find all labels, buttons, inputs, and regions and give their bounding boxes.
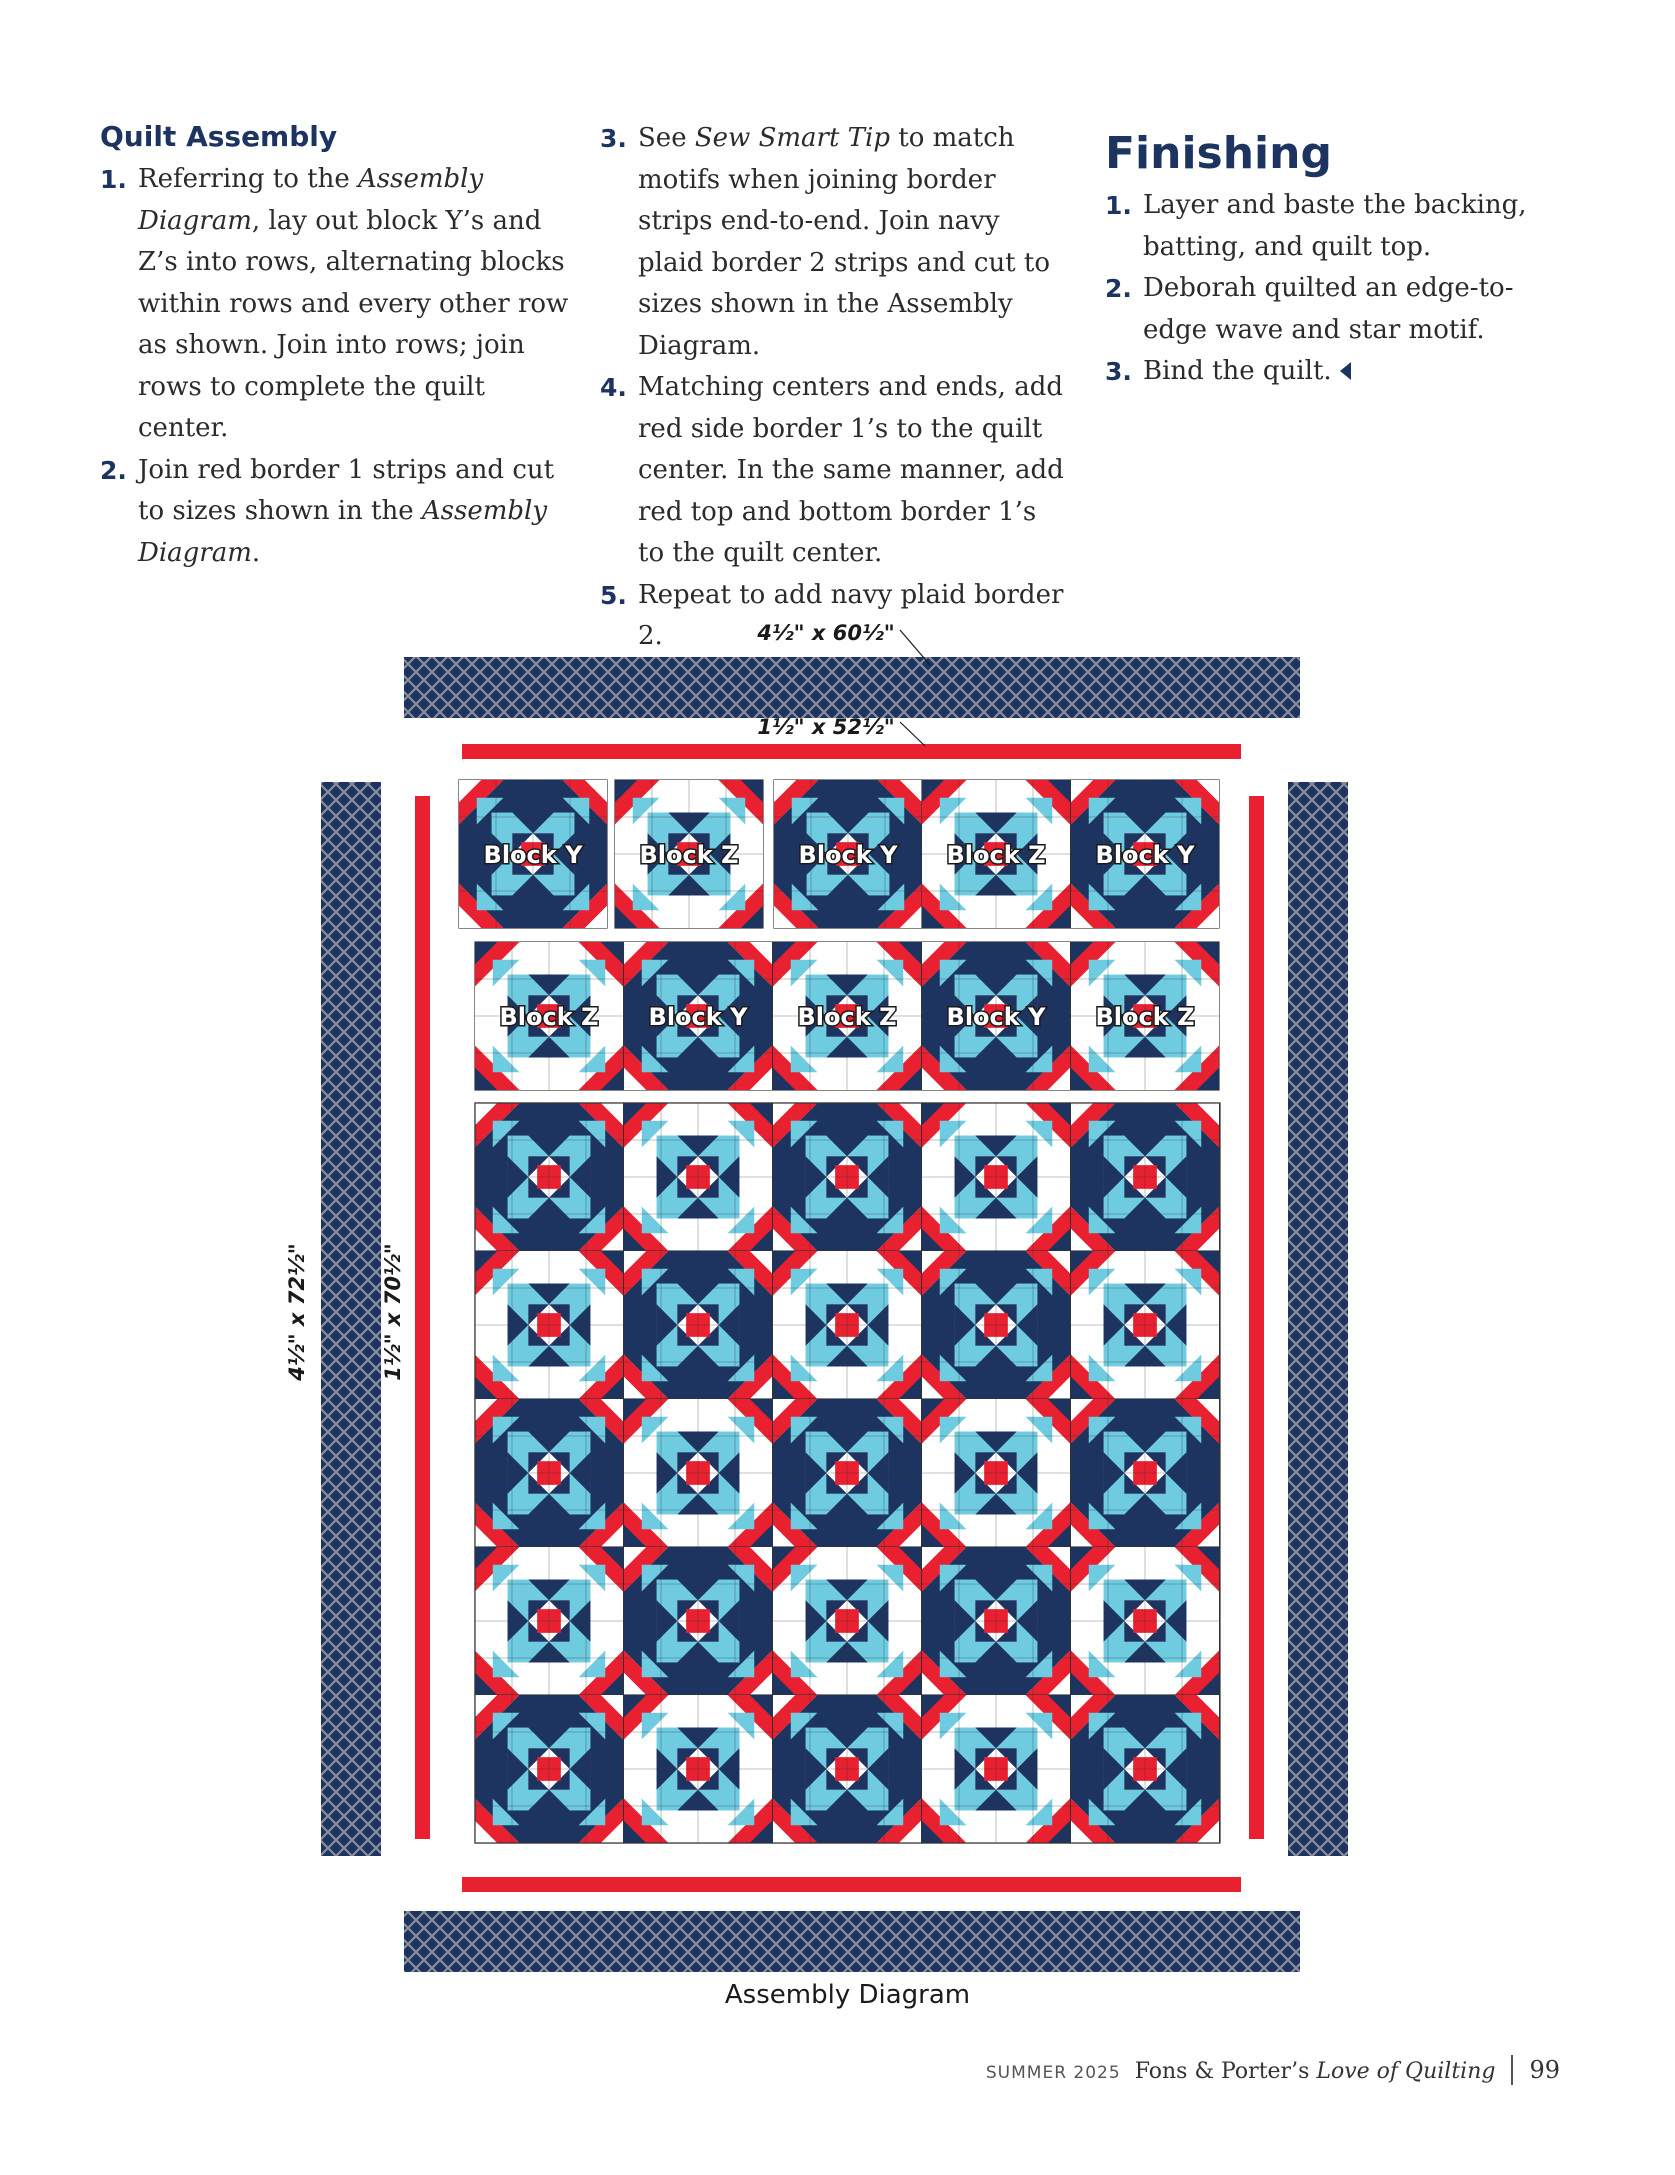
footer-season: SUMMER 2025	[985, 2063, 1121, 2083]
quilt-assembly-heading: Quilt Assembly	[100, 120, 338, 153]
step-text: .	[251, 537, 261, 568]
side-border-1-size: 1½" x 70½"	[381, 1243, 405, 1381]
block-z	[922, 1399, 1070, 1547]
block-z	[624, 1399, 772, 1547]
step-number: 4.	[600, 373, 627, 402]
footer-divider	[1511, 2055, 1513, 2085]
block-z	[922, 1103, 1070, 1251]
block-label: Block Z	[499, 1003, 599, 1031]
block-z	[1071, 1547, 1219, 1695]
step-text: Matching centers and ends, add red side border 1’s to the quilt center. In the same manner, add red top and bottom border 1’s to the quilt center.	[638, 372, 1064, 568]
step-number: 1.	[1105, 191, 1132, 220]
page-footer	[986, 2055, 1560, 2085]
leader-line	[900, 722, 925, 746]
step-text: Referring to the	[138, 164, 359, 194]
block-label: Block Z	[1095, 1003, 1195, 1031]
block-z	[1071, 1251, 1219, 1399]
right-border-1	[1249, 796, 1264, 1839]
block-y	[624, 1251, 772, 1399]
block-y	[922, 1251, 1070, 1399]
top-border-1-size: 1½" x 52½"	[757, 715, 895, 739]
block-label: Block Z	[639, 841, 739, 869]
page-number: 99	[1529, 2056, 1560, 2084]
block-y	[475, 1399, 623, 1547]
footer-publication	[1135, 2059, 1496, 2084]
step-text: Assembly Diagram	[138, 496, 548, 568]
block-z	[773, 1547, 921, 1695]
block-y	[773, 1103, 921, 1251]
footer-publication-prefix: Fons & Porter’s	[1134, 2059, 1317, 2084]
step-text: , lay out block Y’s and Z’s into rows, alternating blocks within rows and every other row as shown. Join into rows; join rows to complete the quilt center.	[138, 205, 569, 443]
left-border-1	[415, 796, 430, 1839]
footer-publication-title: Love of Quilting	[1316, 2059, 1496, 2084]
step-text: Repeat to add navy plaid border 2.	[638, 579, 1064, 651]
block-y	[773, 1695, 921, 1843]
block-y	[1071, 1399, 1219, 1547]
finishing-heading: Finishing	[1105, 128, 1332, 179]
left-border-2	[321, 782, 381, 1856]
block-y	[475, 1695, 623, 1843]
step-number: 3.	[1105, 357, 1132, 386]
block-z	[773, 1251, 921, 1399]
block-label: Block Y	[1095, 841, 1195, 869]
block-z	[624, 1695, 772, 1843]
bottom-border-1	[462, 1877, 1241, 1892]
step-text: Join red border 1 strips and cut to sizes shown in the	[138, 454, 555, 526]
step-text: Assembly Diagram	[138, 164, 484, 236]
block-z	[475, 1251, 623, 1399]
block-label: Block Y	[798, 841, 898, 869]
block-label: Block Y	[648, 1003, 748, 1031]
diagram-caption: Assembly Diagram	[724, 1980, 971, 2010]
top-border-2	[404, 657, 1300, 718]
block-y	[1071, 1695, 1219, 1843]
top-border-1	[462, 744, 1241, 759]
block-label: Block Y	[483, 841, 583, 869]
step-number: 2.	[100, 455, 127, 485]
top-border-2-size: 4½" x 60½"	[757, 621, 895, 645]
block-y	[922, 1547, 1070, 1695]
step-text: Deborah quilted an edge-to-edge wave and star motif.	[1143, 273, 1514, 345]
block-y	[773, 1399, 921, 1547]
block-z	[624, 1103, 772, 1251]
block-y	[475, 1103, 623, 1251]
step-number: 2.	[1105, 274, 1132, 303]
block-y	[624, 1547, 772, 1695]
step-text: to match motifs when joining border strips end-to-end. Join navy plaid border 2 strips and cut to sizes shown in the Assembly Diagram.	[638, 123, 1051, 361]
step-text: Sew Smart Tip	[694, 123, 890, 153]
step-number: 1.	[100, 165, 127, 194]
step-number: 5.	[600, 580, 627, 610]
right-border-2	[1288, 782, 1348, 1856]
block-label: Block Z	[797, 1003, 897, 1031]
block-label: Block Y	[946, 1003, 1046, 1031]
step-text: Layer and baste the backing, batting, and quilt top.	[1143, 190, 1527, 262]
side-border-2-size: 4½" x 72½"	[285, 1243, 309, 1381]
step-number: 3.	[600, 124, 627, 153]
block-y	[1071, 1103, 1219, 1251]
blocks-group	[459, 780, 1220, 1843]
block-label: Block Z	[946, 841, 1046, 869]
step-text: Bind the quilt.	[1143, 356, 1332, 386]
block-z	[922, 1695, 1070, 1843]
block-z	[475, 1547, 623, 1695]
bottom-border-2	[404, 1911, 1300, 1972]
step-text: See	[638, 123, 695, 153]
